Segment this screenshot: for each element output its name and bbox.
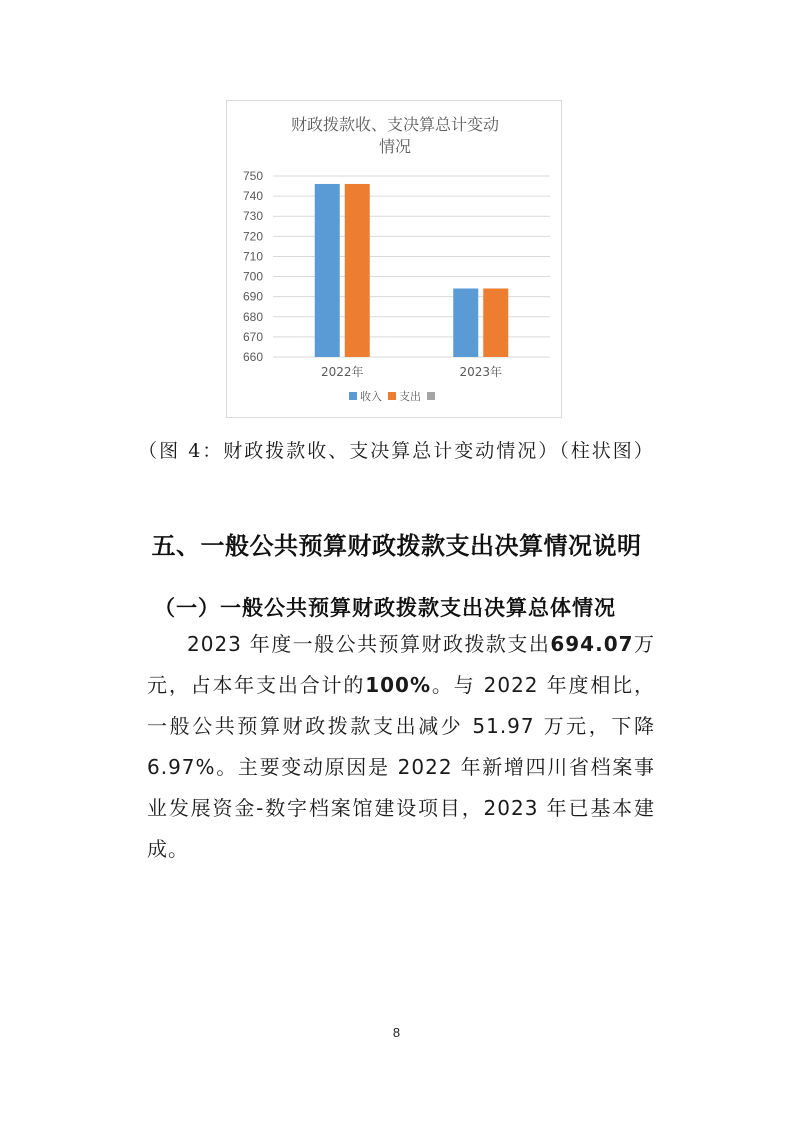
y-tick-label: 700	[242, 269, 263, 284]
legend-swatch	[427, 392, 435, 400]
bar-收入-2022年	[315, 184, 340, 357]
expenditure-percent: 100%	[365, 673, 431, 697]
chart-title: 财政拨款收、支决算总计变动	[290, 115, 500, 134]
y-tick-label: 710	[242, 249, 263, 264]
expenditure-amount: 694.07	[550, 632, 634, 656]
y-tick-label: 730	[242, 209, 263, 224]
legend-swatch	[349, 392, 357, 400]
legend-label: 支出	[399, 390, 421, 403]
subsection-heading: （一）一般公共预算财政拨款支出决算总体情况	[154, 596, 616, 620]
body-paragraph	[147, 624, 655, 870]
page-number: 8	[392, 1025, 401, 1040]
x-tick-label: 2023年	[459, 365, 503, 379]
paragraph-text-1: 2023 年度一般公共预算财政拨款支出	[187, 632, 551, 656]
legend-swatch	[388, 392, 396, 400]
y-tick-label: 720	[242, 229, 263, 244]
y-tick-label: 670	[242, 329, 263, 344]
bar-收入-2023年	[453, 288, 478, 357]
bar-chart	[226, 100, 562, 418]
y-tick-label: 690	[242, 289, 263, 304]
paragraph-text-3: 。与 2022 年度相比，一般公共预算财政拨款支出减少 51.97 万元，下降 6.97%。主要变动原因是 2022 年新增四川省档案事业发展资金-数字档案馆建设项目，2023 年已基本建成。	[147, 673, 655, 861]
chart-canvas	[227, 101, 563, 419]
y-tick-label: 680	[242, 309, 263, 324]
chart-title: 情况	[378, 137, 412, 156]
y-tick-label: 750	[242, 169, 263, 183]
section-heading: 五、一般公共预算财政拨款支出决算情况说明	[151, 532, 642, 560]
bar-支出-2023年	[483, 288, 508, 357]
x-tick-label: 2022年	[320, 365, 364, 379]
paragraph-text-2: 万元，占本年支出合计的	[147, 632, 656, 697]
figure-caption: （图 4：财政拨款收、支决算总计变动情况）（柱状图）	[138, 440, 655, 462]
y-tick-label: 660	[242, 350, 263, 364]
y-tick-label: 740	[242, 189, 263, 204]
bar-支出-2022年	[345, 184, 370, 357]
legend-label: 收入	[360, 390, 382, 403]
